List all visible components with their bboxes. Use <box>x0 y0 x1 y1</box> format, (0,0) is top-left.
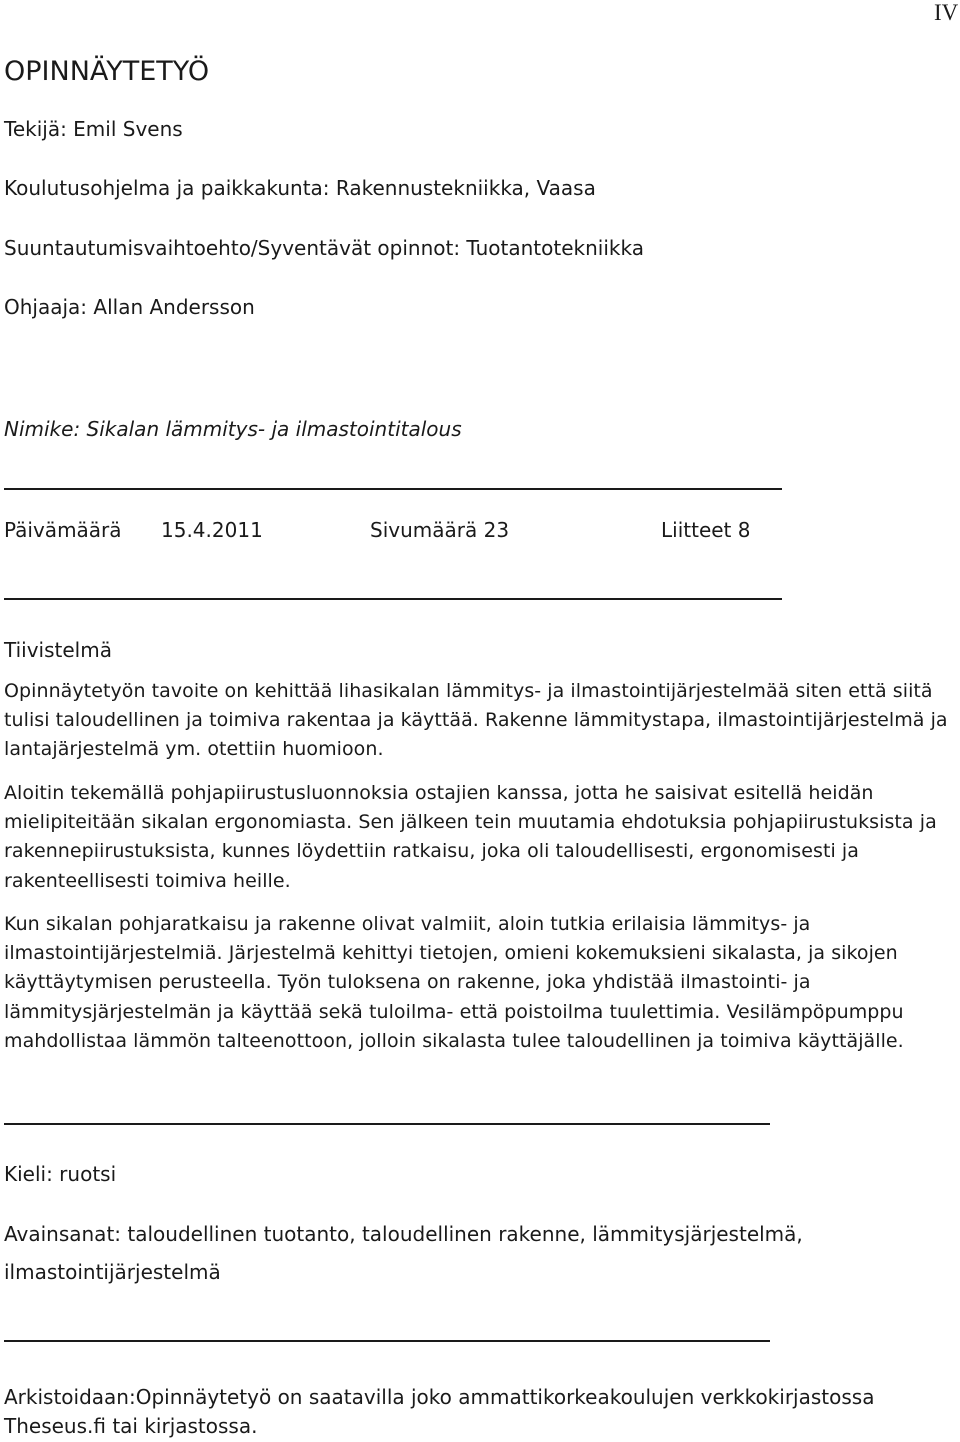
abstract-heading: Tiivistelmä <box>4 638 112 662</box>
specialization-line: Suuntautumisvaihtoehto/Syventävät opinnot: Tuotantotekniikka <box>4 236 644 260</box>
date-label: Päivämäärä <box>4 518 122 542</box>
divider-rule <box>4 1123 770 1125</box>
program-line: Koulutusohjelma ja paikkakunta: Rakennustekniikka, Vaasa <box>4 176 596 200</box>
language-line: Kieli: ruotsi <box>4 1162 117 1186</box>
divider-rule <box>4 598 782 600</box>
abstract-paragraph: Aloitin tekemällä pohjapiirustusluonnoksia ostajien kanssa, jotta he saisivat esitellä heidän mielipiteitään sikalan ergonomiasta. Sen jälkeen tein muutamia ehdotuksia pohjapiirustuksista ja rakennepiirustuksista, kunnes löydettiin ratkaisu, joka oli taloudellisesti, ergonomisesti ja rakenteellisesti toimiva heille. <box>4 782 937 892</box>
document-title: OPINNÄYTETYÖ <box>4 56 210 87</box>
abstract-paragraph: Opinnäytetyön tavoite on kehittää lihasikalan lämmitys- ja ilmastointijärjestelmää siten että siitä tulisi taloudellinen ja toimiva rakentaa ja käyttää. Rakenne lämmitystapa, ilmastointijärjestelmä ja lantajärjestelmä ym. otettiin huomioon. <box>4 680 948 761</box>
keywords-line: Avainsanat: taloudellinen tuotanto, taloudellinen rakenne, lämmitysjärjestelmä, ilmastointijärjestelmä <box>4 1222 803 1284</box>
attachment-count: Liitteet 8 <box>661 518 751 542</box>
subject-line: Nimike: Sikalan lämmitys- ja ilmastointitalous <box>4 417 462 441</box>
page-number: IV <box>934 0 959 25</box>
divider-rule <box>4 1340 770 1342</box>
page-count: Sivumäärä 23 <box>370 518 510 542</box>
supervisor-line: Ohjaaja: Allan Andersson <box>4 295 255 319</box>
date-value: 15.4.2011 <box>161 518 263 542</box>
author-line: Tekijä: Emil Svens <box>4 117 183 141</box>
abstract-paragraph: Kun sikalan pohjaratkaisu ja rakenne olivat valmiit, aloin tutkia erilaisia lämmitys- ja ilmastointijärjestelmiä. Järjestelmä kehittyi tietojen, omieni kokemuksieni sikalasta, ja sikojen käyttäytymisen perusteella. Työn tuloksena on rakenne, joka yhdistää ilmastointi- ja lämmitysjärjestelmän ja käyttää sekä tuloilma- että poistoilma tuulettimia. Vesilämpöpumppu mahdollistaa lämmön talteenottoon, jolloin sikalasta tulee taloudellinen ja toimiva käyttäjälle. <box>4 913 904 1052</box>
archive-line: Arkistoidaan:Opinnäytetyö on saatavilla joko ammattikorkeakoulujen verkkokirjastossa Theseus.fi tai kirjastossa. <box>4 1385 875 1438</box>
divider-rule <box>4 488 782 490</box>
